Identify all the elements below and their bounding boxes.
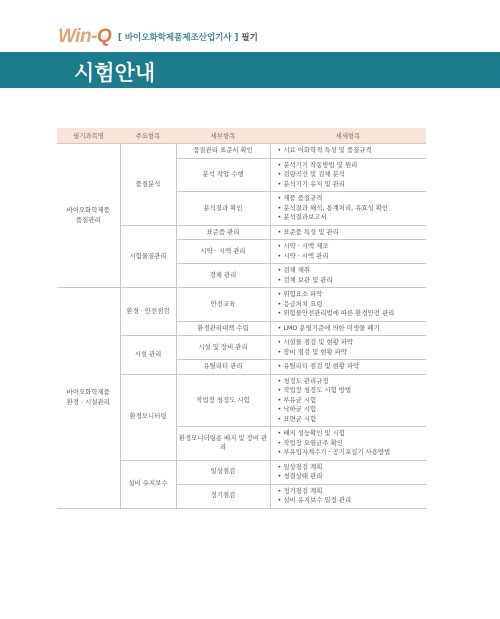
sub-item-cell: 정기점검 (176, 484, 270, 508)
detail-item: • 제품 품질규격 (278, 194, 425, 204)
detail-item: • 일상점검 계획 (278, 463, 425, 473)
detail-item: • 작업장 청정도 시험 방법 (278, 386, 425, 396)
subject-name-line1: 바이오화학제품 (66, 388, 110, 397)
detail-cell (270, 158, 426, 192)
detail-item: • 검체 채취 (278, 266, 425, 276)
detail-item: • 분석기기 작동방법 및 원리 (278, 161, 425, 171)
detail-cell (270, 336, 426, 360)
detail-item: • 분석결과보고서 (278, 213, 425, 223)
detail-item: • LMO 운영기준에 의한 미생물 폐기 (278, 324, 425, 334)
sub-item-cell: 품질관리 표준서 확인 (176, 144, 270, 159)
header-cell: 주요항목 (120, 128, 176, 144)
sub-item-cell: 안전교육 (176, 288, 270, 322)
table-row (57, 288, 426, 322)
sub-item-cell: 시약 · 시액 관리 (176, 240, 270, 264)
detail-item: • 부유균 시험 (278, 396, 425, 406)
sub-item-cell: 일상점검 (176, 460, 270, 484)
detail-cell (270, 225, 426, 240)
sub-item-cell: 분석결과 확인 (176, 192, 270, 226)
sub-item-cell: 검체 관리 (176, 264, 270, 288)
book-subtitle: [ 바이오화학제품제조산업기사 ] 필기 (118, 33, 258, 43)
detail-item: • 청결상태 관리 (278, 472, 425, 482)
sub-item-cell: 시설 및 장비 관리 (176, 336, 270, 360)
major-item-cell: 설비 유지보수 (120, 460, 176, 508)
detail-cell (270, 321, 426, 336)
page-header (0, 0, 500, 52)
header-cell: 필기과목명 (57, 128, 120, 144)
subject-name-line2: 환경 · 시설관리 (66, 397, 110, 406)
detail-cell (270, 264, 426, 288)
detail-item: • 설비 유지보수 일정 관리 (278, 496, 425, 506)
detail-item: • 배지 성능확인 및 시험 (278, 429, 425, 439)
detail-item: • 시료 이화학적 특성 및 품질규격 (278, 146, 425, 156)
detail-item: • 분석기기 유지 및 관리 (278, 180, 425, 190)
detail-item: • 표준품 특성 및 관리 (278, 228, 425, 238)
sub-item-cell: 표준품 관리 (176, 225, 270, 240)
page-title: 시험안내 (74, 61, 156, 85)
detail-item: • 분석결과 해석, 통계처리, 유효성 확인 (278, 204, 425, 214)
detail-item: • 검량곡선 및 검체 분석 (278, 170, 425, 180)
major-item-cell: 환경 · 안전점검 (120, 288, 176, 336)
detail-item: • 위험요소 파악 (278, 290, 425, 300)
exam-table (57, 128, 426, 509)
sub-item-cell: 작업장 청정도 시험 (176, 374, 270, 427)
subject-name-line1: 바이오화학제품 (66, 206, 110, 214)
detail-item: • 부유입자계수기 · 공기포집기 사용방법 (278, 448, 425, 458)
detail-item: • 작업장 오염균주 확인 (278, 439, 425, 449)
detail-item: • 낙하균 시험 (278, 405, 425, 415)
detail-cell (270, 427, 426, 461)
detail-cell (270, 288, 426, 322)
sub-item-cell: 환경모니터링용 배지 및 장비 관리 (176, 427, 270, 461)
subject-cell (57, 144, 120, 288)
detail-item: • 표면균 시험 (278, 415, 425, 425)
sub-item-cell: 분석 작업 수행 (176, 158, 270, 192)
detail-cell (270, 360, 426, 375)
detail-item: • 시약 · 시액 관리 (278, 252, 425, 262)
detail-cell (270, 240, 426, 264)
detail-cell (270, 484, 426, 508)
detail-item: • 장비 점검 및 현황 파악 (278, 348, 425, 358)
table-body (57, 144, 426, 509)
detail-item: • 검체 보관 및 관리 (278, 276, 425, 286)
detail-cell (270, 460, 426, 484)
major-item-cell: 시설 관리 (120, 336, 176, 375)
winq-logo: Win-Q (58, 26, 112, 47)
major-item-cell: 환경모니터링 (120, 374, 176, 460)
table-header-row (57, 128, 426, 144)
sub-item-cell: 유틸리티 관리 (176, 360, 270, 375)
major-item-cell: 품질분석 (120, 144, 176, 226)
detail-item: • 시약 · 시액 제조 (278, 242, 425, 252)
section-banner (0, 52, 500, 88)
header-cell: 세세항목 (270, 128, 426, 144)
detail-item: • 유틸리티 점검 및 현황 파악 (278, 362, 425, 372)
header-cell: 세부항목 (176, 128, 270, 144)
sub-item-cell: 환경관리대책 수립 (176, 321, 270, 336)
detail-item: • 청정도 관리규정 (278, 377, 425, 387)
detail-item: • 정기점검 계획 (278, 487, 425, 497)
detail-cell (270, 192, 426, 226)
detail-cell (270, 374, 426, 427)
subject-name-line2: 품질관리 (75, 215, 101, 224)
detail-item: • 시설물 점검 및 현황 파악 (278, 338, 425, 348)
detail-item: • 응급처치 요령 (278, 300, 425, 310)
detail-item: • 위험물안전관리법에 따른 환경안전 관리 (278, 309, 425, 319)
subject-cell (57, 288, 120, 509)
table-row (57, 144, 426, 159)
major-item-cell: 시험물질관리 (120, 225, 176, 288)
detail-cell (270, 144, 426, 159)
